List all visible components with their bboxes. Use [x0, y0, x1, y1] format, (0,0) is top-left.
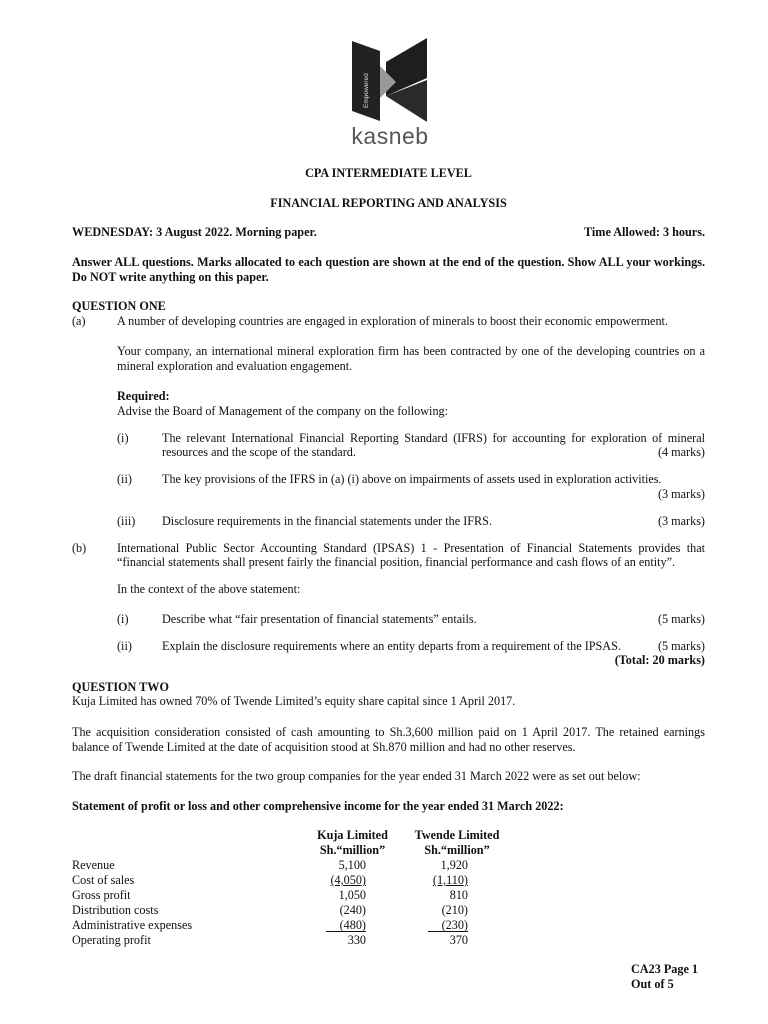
- q2-para3: The draft financial statements for the two group companies for the year ended 31 March 2022 were as set out below:: [72, 769, 641, 783]
- kasneb-logo: [350, 36, 430, 126]
- column-header-twende: Twende Limited: [414, 828, 500, 842]
- q1-b-text: International Public Sector Accounting Standard (IPSAS) 1 - Presentation of Financial Statements provides that: [117, 541, 705, 555]
- q1-item-marks: (4 marks): [657, 445, 705, 459]
- q1-item-text: Disclosure requirements in the financial statements under the IFRS.: [162, 514, 492, 528]
- q1-item-text-cont: resources and the scope of the standard.: [162, 445, 356, 459]
- subtotal-rule-twende: [428, 931, 468, 932]
- q1-b-item-num: (ii): [117, 639, 132, 653]
- table-row: [72, 873, 532, 888]
- table-row: [72, 903, 532, 918]
- row-label: Distribution costs: [72, 903, 159, 917]
- q1-advise: Advise the Board of Management of the company on the following:: [117, 404, 449, 418]
- exam-level: CPA INTERMEDIATE LEVEL: [305, 166, 472, 180]
- column-header-kuja: Kuja Limited: [317, 828, 388, 842]
- q1-total: (Total: 20 marks): [614, 653, 705, 667]
- q1-a-label: (a): [72, 314, 86, 328]
- row-label: Revenue: [72, 858, 115, 872]
- q1-b-item-marks: (5 marks): [657, 639, 705, 653]
- statement-title: Statement of profit or loss and other comprehensive income for the year ended 31 March 2022:: [72, 799, 564, 813]
- logo-tagline: Empowered: [363, 73, 370, 108]
- time-allowed: Time Allowed: 3 hours.: [584, 225, 705, 239]
- logo-wordmark: kasneb: [351, 123, 429, 149]
- q1-b-item-num: (i): [117, 612, 129, 626]
- page-count: Out of 5: [631, 977, 674, 991]
- twende-value: (210): [441, 903, 468, 917]
- row-label: Administrative expenses: [72, 918, 193, 932]
- q1-b-item-text: Describe what “fair presentation of financial statements” entails.: [162, 612, 477, 626]
- q1-b-item-marks: (5 marks): [657, 612, 705, 626]
- kasneb-logo-mark: [350, 36, 430, 126]
- q2-intro: Kuja Limited has owned 70% of Twende Limited’s equity share capital since 1 April 2017.: [72, 694, 516, 708]
- twende-value: (230): [441, 918, 468, 932]
- twende-value: 810: [449, 888, 468, 902]
- column-unit-twende: Sh.“million”: [424, 843, 490, 857]
- q1-a-text: A number of developing countries are engaged in exploration of minerals to boost their economic empowerment.: [117, 314, 668, 328]
- q2-para2: The acquisition consideration consisted of cash amounting to Sh.3,600 million paid on 1 April 2017. The retained earnings balance of Twende Limited at the date of acquisition stood at Sh.870 million and had no other reserves.: [72, 725, 705, 754]
- q1-item-num: (iii): [117, 514, 136, 528]
- row-label: Operating profit: [72, 933, 151, 947]
- twende-value: 370: [449, 933, 468, 947]
- kuja-value: (480): [339, 918, 366, 932]
- kuja-value: (4,050): [330, 873, 366, 887]
- twende-value: 1,920: [440, 858, 468, 872]
- kuja-value: 330: [347, 933, 366, 947]
- question-two-title: QUESTION TWO: [72, 680, 169, 694]
- q1-required: Required:: [117, 389, 170, 403]
- row-label: Cost of sales: [72, 873, 135, 887]
- question-one-title: QUESTION ONE: [72, 299, 166, 313]
- q1-item-marks: (3 marks): [657, 514, 705, 528]
- exam-date: WEDNESDAY: 3 August 2022. Morning paper.: [72, 225, 317, 239]
- kuja-value: 5,100: [338, 858, 366, 872]
- exam-subject: FINANCIAL REPORTING AND ANALYSIS: [270, 196, 507, 210]
- table-row: [72, 933, 532, 948]
- exam-instructions: Answer ALL questions. Marks allocated to each question are shown at the end of the question. Show ALL your workings. Do NOT write anything on this paper.: [72, 255, 705, 284]
- q1-item-num: (ii): [117, 472, 132, 486]
- subtotal-rule-kuja: [326, 931, 366, 932]
- q1-b-context: In the context of the above statement:: [117, 582, 301, 596]
- column-unit-kuja: Sh.“million”: [319, 843, 386, 857]
- q1-b-label: (b): [72, 541, 87, 555]
- table-row: [72, 918, 532, 933]
- q1-item-marks: (3 marks): [657, 487, 705, 501]
- table-row: [72, 888, 532, 903]
- q1-b-item-text: Explain the disclosure requirements where an entity departs from a requirement of the IPSAS.: [162, 639, 621, 653]
- q1-b-text-cont: “financial statements shall present fairly the financial position, financial performance and cash flows of an entity”.: [117, 555, 676, 569]
- q1-a-para2: Your company, an international mineral exploration firm has been contracted by one of the developing countries on a mineral exploration and evaluation engagement.: [117, 344, 705, 373]
- page-number: CA23 Page 1: [631, 962, 699, 976]
- table-row: [72, 858, 532, 873]
- kuja-value: 1,050: [338, 888, 366, 902]
- q1-item-num: (i): [117, 431, 129, 445]
- kuja-value: (240): [339, 903, 366, 917]
- q1-item-text: The key provisions of the IFRS in (a) (i) above on impairments of assets used in exploration activities.: [162, 472, 662, 486]
- row-label: Gross profit: [72, 888, 131, 902]
- q1-item-text: The relevant International Financial Reporting Standard (IFRS) for accounting for exploration of mineral: [162, 431, 705, 445]
- twende-value: (1,110): [432, 873, 468, 887]
